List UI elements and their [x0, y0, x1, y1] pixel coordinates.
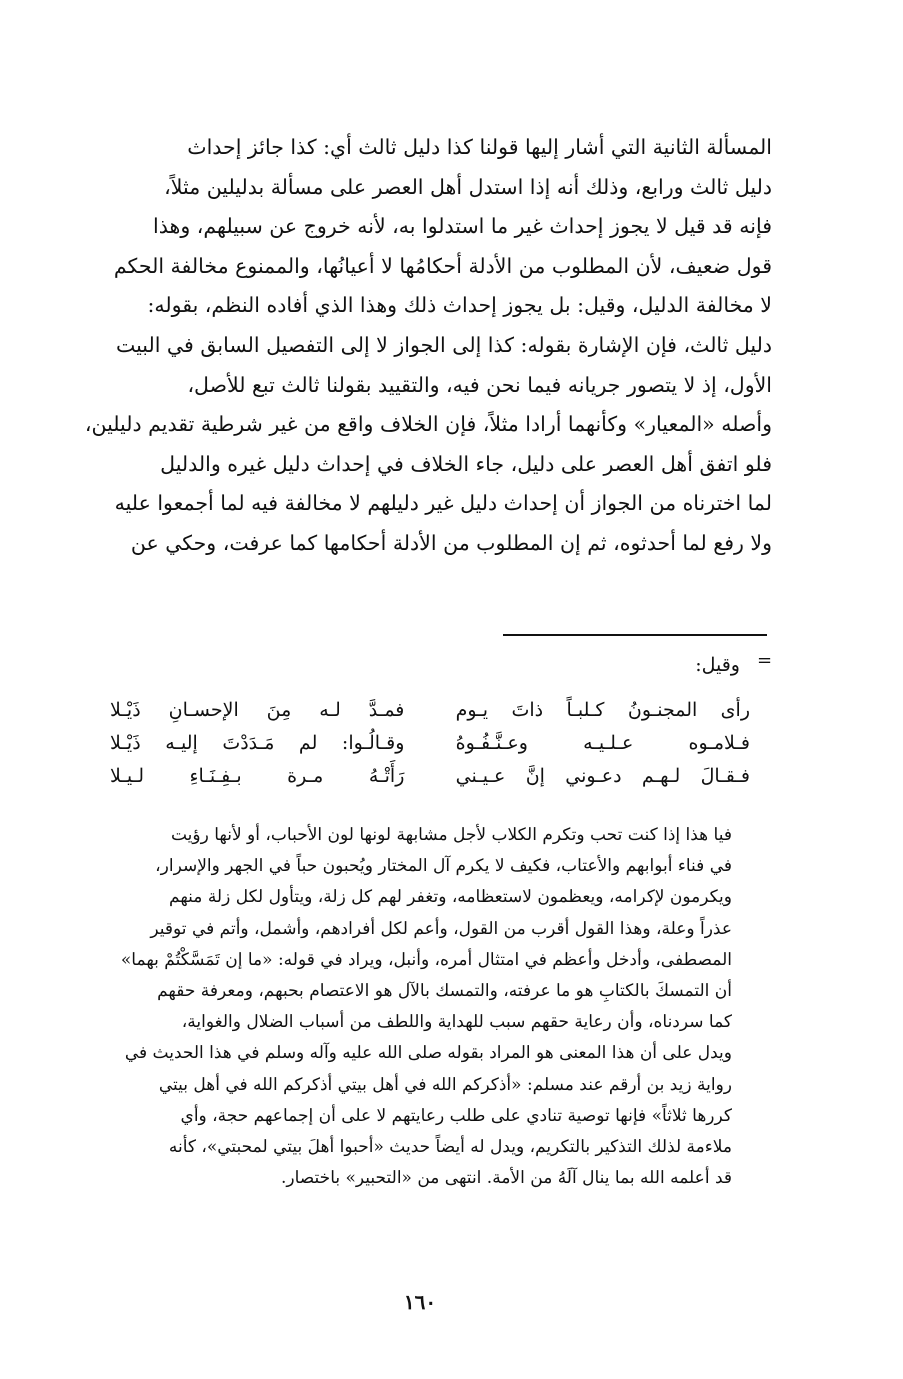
main-line: دليل ثالث ورابع، وذلك أنه إذا استدل أهل العصر على مسألة بدليلين مثلاً، [164, 174, 772, 199]
main-line: لا مخالفة الدليل، وقيل: بل يجوز إحداث ذلك وهذا الذي أفاده النظم، بقوله: [147, 293, 772, 318]
footnote-lead: وقيل: [695, 654, 740, 676]
footnote-line: فيا هذا إذا كنت تحب وتكرم الكلاب لأجل مشابهة لونها لون الأحباب، أو لأنها رؤيت [170, 825, 732, 845]
main-line: قول ضعيف، لأن المطلوب من الأدلة أحكامُها لا أعيانُها، والممنوع مخالفة الحكم [113, 253, 772, 278]
main-line: فلو اتفق أهل العصر على دليل، جاء الخلاف في إحداث دليل غيره والدليل [160, 451, 772, 476]
poem-first-hemistich: فـلامـوه عـلـيـه وعـنَّـفُـوهُ [455, 732, 750, 754]
footnote-line: كما سردناه، وأن رعاية حقهم سبب للهداية واللطف من أسباب الضلال والغواية، [181, 1012, 732, 1033]
poem-second-hemistich: رَأَتْـهُ مـرة بـفِـنَـاءِ لـيـلا [110, 765, 405, 787]
main-line: دليل ثالث، فإن الإشارة بقوله: كذا إلى الجواز لا إلى التفصيل السابق في البيت [115, 332, 772, 357]
footnote-separator [503, 634, 767, 636]
poem-first-hemistich: رأى المجنـونُ كـلبـاً ذاتَ يـوم [455, 699, 750, 721]
main-line: لما اخترناه من الجواز أن إحداث دليل غير دليلهم لا مخالفة فيه لما أجمعوا عليه [114, 491, 772, 516]
main-line: الأول، إذ لا يتصور جريانه فيما نحن فيه، والتقييد بقولنا ثالث تبع للأصل، [187, 372, 772, 397]
poem-second-hemistich: فمـدَّ لـه مِنَ الإحسـانِ ذَيْـلا [110, 699, 405, 721]
footnote-line: ملاءمة لذلك التذكير بالتكريم، ويدل له أيضاً حديث «أحبوا أهلَ بيتي لمحبتي»، كأنه [168, 1137, 732, 1158]
main-line: فإنه قد قيل لا يجوز إحداث غير ما استدلوا به، لأنه خروج عن سبيلهم، وهذا [153, 214, 772, 239]
poem-first-hemistich: فـقـالَ لـهـم دعـوني إنَّ عـيـني [455, 765, 750, 787]
main-line: المسألة الثانية التي أشار إليها قولنا كذا دليل ثالث أي: كذا جائز إحداث [187, 135, 772, 159]
footnote-line: عذراً وعلة، وهذا القول أقرب من القول، وأعم لكل أفرادهم، وأشمل، وأتم في توقير [150, 918, 732, 939]
footnote-line: ويكرمون لإكرامه، ويعظمون لاستعظامه، وتغفر لهم كل زلة، ويتأول لكل زلة منهم [169, 887, 732, 908]
page-number: ١٦٠ [403, 1290, 437, 1314]
poem-verse [110, 727, 750, 760]
footnote-text-block [72, 820, 732, 1194]
main-text-block [72, 128, 772, 564]
footnote-line: ويدل على أن هذا المعنى هو المراد بقوله صلى الله عليه وآله وسلم في هذا الحديث في [124, 1043, 732, 1064]
poem-second-hemistich: وقـالُـوا: لم مَـدَدْتَ إليـه ذَيْـلا [110, 732, 405, 754]
footnote-continuation-marker: = [757, 650, 773, 671]
footnote-line: كررها ثلاثاً» فإنها توصية تنادي على طلب رعايتهم لا على أن إجماعهم حجة، وأي [180, 1105, 732, 1126]
footnote-line: قد أعلمه الله بما ينال آلَهُ من الأمة. انتهى من «التحبير» باختصار. [281, 1168, 732, 1189]
main-line: وأصله «المعيار» وكأنهما أرادا مثلاً، فإن الخلاف واقع من غير شرطية تقديم دليلين، [84, 412, 772, 437]
footnote-line: المصطفى، وأدخل وأعظم في امتثال أمره، وأنبل، ويراد في قوله: «ما إن تَمَسَّكْتُمْ بهما» [120, 949, 732, 970]
poem-verse [110, 694, 750, 727]
footnote-line: في فناء أبوابهم والأعتاب، فكيف لا يكرم آل المختار ويُحبون حباً في الجهر والإسرار، [155, 856, 732, 877]
footnote-poem [110, 694, 750, 793]
main-line: ولا رفع لما أحدثوه، ثم إن المطلوب من الأدلة أحكامها كما عرفت، وحكي عن [130, 530, 772, 555]
footnote-line: رواية زيد بن أرقم عند مسلم: «أذكركم الله في أهل بيتي أذكركم الله في أهل بيتي [158, 1074, 732, 1095]
poem-verse [110, 760, 750, 793]
footnote-line: أن التمسكَ بالكتابِ هو ما عرفته، والتمسك بالآل هو الاعتصام بحبهم، ومعرفة حقهم [157, 981, 732, 1002]
